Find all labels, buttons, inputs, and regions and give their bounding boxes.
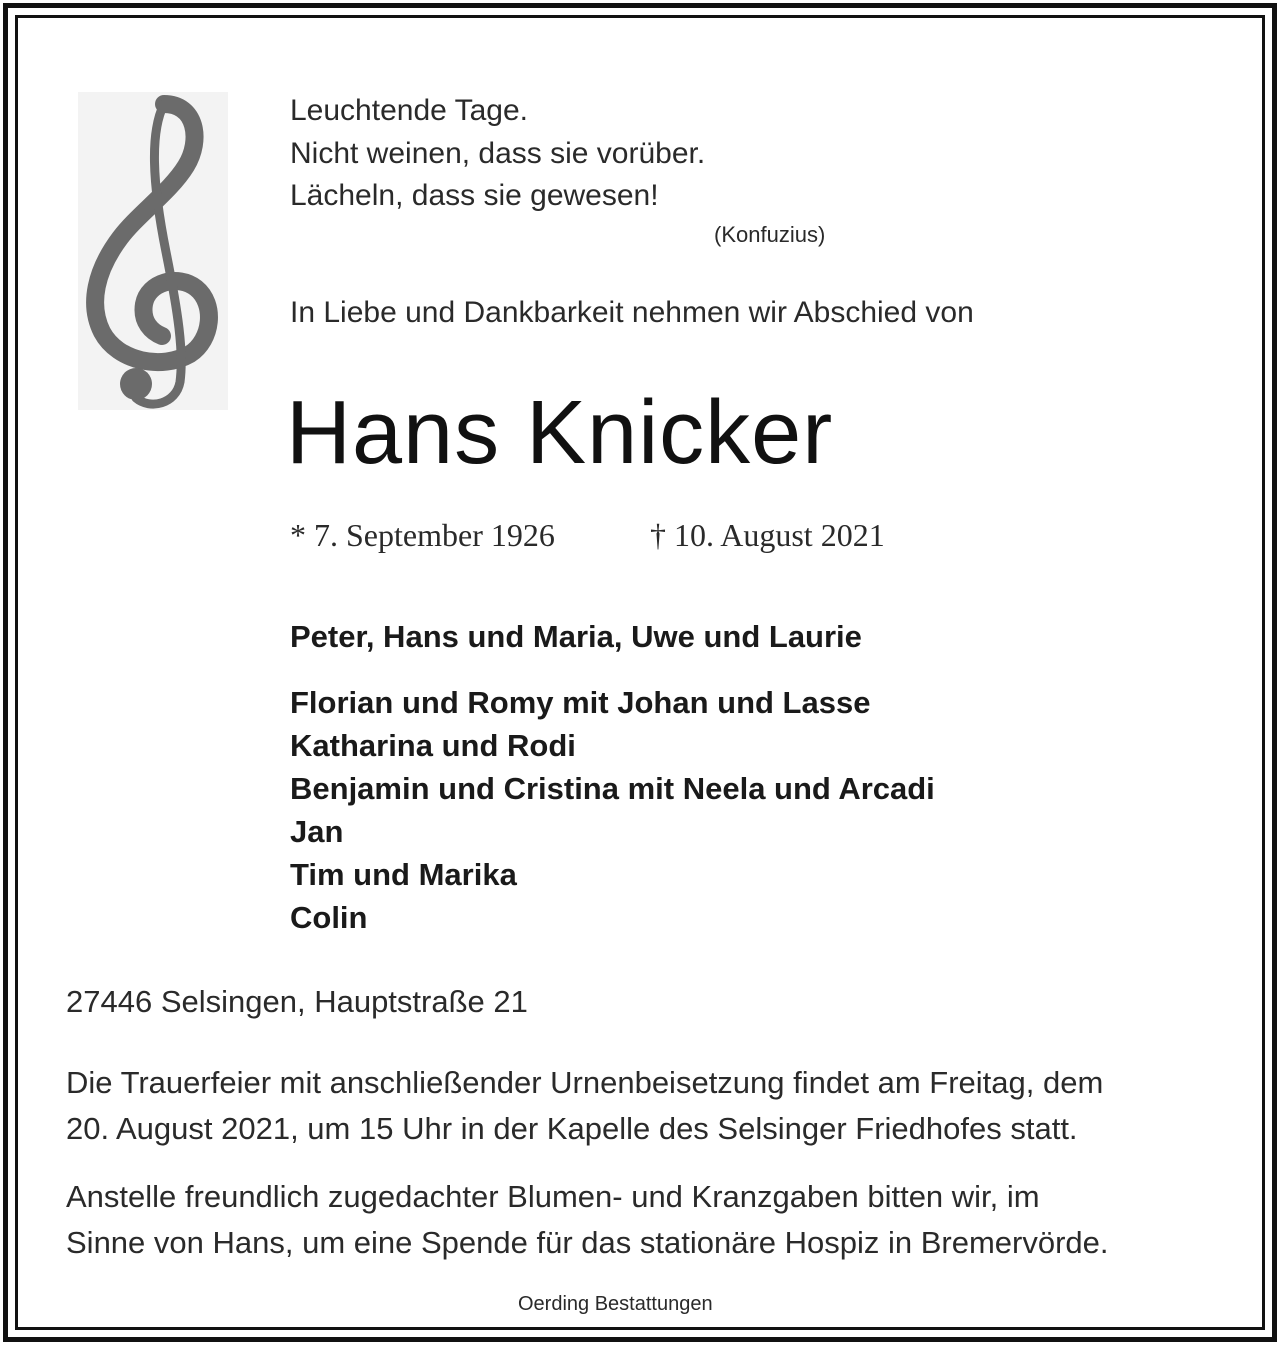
farewell-intro: In Liebe und Dankbarkeit nehmen wir Abschied von xyxy=(290,296,974,329)
donation-line-2: Sinne von Hans, um eine Spende für das stationäre Hospiz in Bremervörde. xyxy=(66,1225,1109,1260)
death-date: † 10. August 2021 xyxy=(650,517,885,553)
quote-line-2: Nicht weinen, dass sie vorüber. xyxy=(290,137,706,170)
mourners-first-line: Peter, Hans und Maria, Uwe und Laurie xyxy=(290,619,862,654)
ceremony-line-2: 20. August 2021, um 15 Uhr in der Kapelle des Selsinger Friedhofes statt. xyxy=(66,1111,1078,1146)
quote-line-1: Leuchtende Tage. xyxy=(290,94,528,127)
mourner-line: Benjamin und Cristina mit Neela und Arcadi xyxy=(290,771,935,806)
mourner-line: Jan xyxy=(290,814,344,849)
birth-date: * 7. September 1926 xyxy=(290,517,555,553)
mourner-line: Katharina und Rodi xyxy=(290,728,576,763)
quote-line-3: Lächeln, dass sie gewesen! xyxy=(290,179,659,212)
quote-attribution: (Konfuzius) xyxy=(714,222,826,247)
donation-line-1: Anstelle freundlich zugedachter Blumen- und Kranzgaben bitten wir, im xyxy=(66,1179,1040,1214)
deceased-name: Hans Knicker xyxy=(286,383,834,483)
mourner-line: Tim und Marika xyxy=(290,857,517,892)
mourner-line: Florian und Romy mit Johan und Lasse xyxy=(290,685,871,720)
treble-clef-icon xyxy=(78,92,228,410)
ceremony-line-1: Die Trauerfeier mit anschließender Urnenbeisetzung findet am Freitag, dem xyxy=(66,1065,1104,1100)
funeral-home: Oerding Bestattungen xyxy=(518,1293,713,1315)
mourner-line: Colin xyxy=(290,900,368,935)
address: 27446 Selsingen, Hauptstraße 21 xyxy=(66,984,528,1019)
